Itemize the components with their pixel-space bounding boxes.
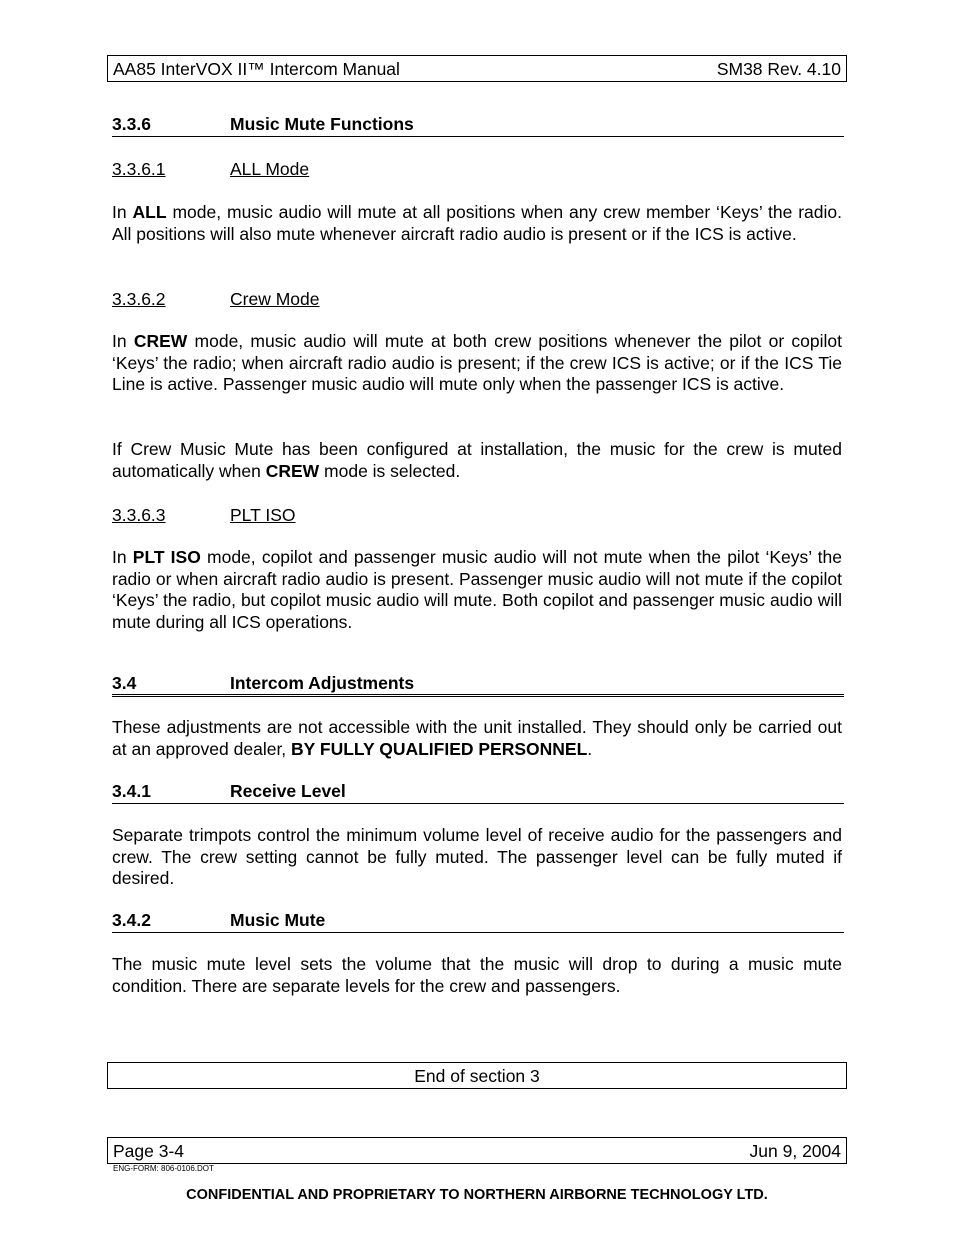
paragraph-crew-music-mute: If Crew Music Mute has been configured at installation, the music for the crew is muted automatically when CREW mode is selected. <box>112 439 842 481</box>
page-number: Page 3-4 <box>113 1141 185 1161</box>
paragraph-plt-iso: In PLT ISO mode, copilot and passenger music audio will not mute when the pilot ‘Keys’ the radio or when aircraft radio audio is present. Passenger music audio will not mute if the copilot ‘Keys’ the radio, but copilot music audio will mute. Both copilot and passenger music audio will mute during all ICS operations. <box>112 547 842 633</box>
paragraph-crew-mode: In CREW mode, music audio will mute at both crew positions whenever the pilot or copilot ‘Keys’ the radio; when aircraft radio audio is present; if the crew ICS is active; or if the ICS Tie Line is active. Passenger music audio will mute only when the passenger ICS is active. <box>112 331 842 395</box>
section-heading-3-4-2: 3.4.2 Music Mute <box>112 909 844 933</box>
end-of-section-label: End of section 3 <box>414 1066 540 1086</box>
page-footer <box>107 1137 847 1164</box>
end-of-section-box <box>107 1062 847 1089</box>
paragraph-music-mute: The music mute level sets the volume that the music will drop to during a music mute condition. There are separate levels for the crew and passengers. <box>112 954 842 996</box>
manual-title: AA85 InterVOX II™ Intercom Manual <box>113 59 400 79</box>
section-heading-3-3-6: 3.3.6 Music Mute Functions <box>112 113 844 137</box>
paragraph-receive-level: Separate trimpots control the minimum volume level of receive audio for the passengers and crew. The crew setting cannot be fully muted. The passenger level can be fully muted if desired. <box>112 825 842 889</box>
paragraph-all-mode: In ALL mode, music audio will mute at all positions when any crew member ‘Keys’ the radio. All positions will also mute whenever aircraft radio audio is present or if the ICS is active. <box>112 202 842 244</box>
page-header <box>107 55 847 82</box>
revision: SM38 Rev. 4.10 <box>716 59 841 79</box>
footer-date: Jun 9, 2004 <box>749 1141 841 1161</box>
confidential-notice: CONFIDENTIAL AND PROPRIETARY TO NORTHERN AIRBORNE TECHNOLOGY LTD. <box>186 1187 768 1203</box>
paragraph-adjustments: These adjustments are not accessible with the unit installed. They should only be carried out at an approved dealer, BY FULLY QUALIFIED PERSONNEL. <box>112 717 842 759</box>
subsection-heading-3-3-6-3: 3.3.6.3 PLT ISO <box>112 505 296 525</box>
subsection-heading-3-3-6-1: 3.3.6.1 ALL Mode <box>112 159 310 179</box>
section-heading-3-4-1: 3.4.1 Receive Level <box>112 780 844 804</box>
subsection-heading-3-3-6-2: 3.3.6.2 Crew Mode <box>112 289 320 309</box>
section-heading-3-4: 3.4 Intercom Adjustments <box>112 672 844 697</box>
form-id: ENG-FORM: 806-0106.DOT <box>113 1164 214 1173</box>
